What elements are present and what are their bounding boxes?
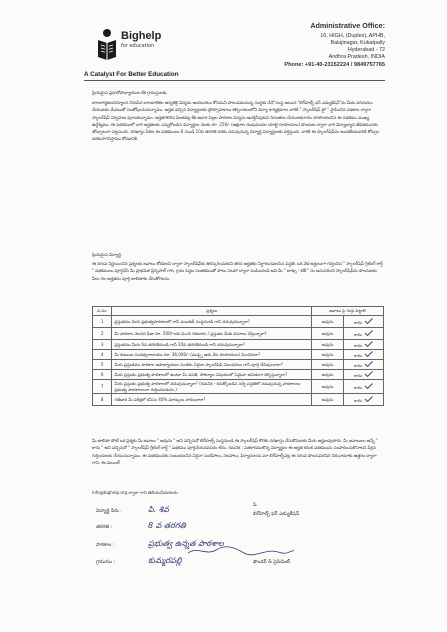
- table-header-row: [93, 307, 384, 316]
- address-line: Andhra Pradesh, INDIA: [328, 54, 385, 60]
- address-line: 16, HIGH, (Duplex), APHB,: [320, 33, 385, 39]
- table-row: [93, 350, 384, 360]
- answer-no[interactable]: కాదు: [344, 380, 384, 394]
- address-line: Balajinagar, Kukatpally: [330, 40, 385, 46]
- header-serial: వ.సం.: [93, 307, 112, 316]
- school-value: ప్రభుత్వ ఉన్నత పాఠశాల: [148, 539, 224, 548]
- row-number: 4: [93, 350, 112, 360]
- signatory-org: బిగ్‌హెల్ప్ ఫర్ ఎడ్యుకేషన్: [253, 512, 300, 517]
- row-question: గతేడాది మీ పరీక్షలో కనీసం 40% మార్కులు సాధించారా?: [112, 394, 312, 406]
- row-number: 5: [93, 360, 112, 370]
- table-row: [93, 370, 384, 380]
- answer-yes[interactable]: అవును: [312, 360, 344, 370]
- office-address: [245, 21, 385, 68]
- office-title: Administrative Office:: [310, 21, 385, 30]
- header-answer: జవాబు పై గుర్తు పెట్టాలి: [312, 307, 384, 316]
- handwritten-tick-icon: [364, 361, 373, 367]
- row-number: 8: [93, 394, 112, 406]
- salutation: ప్రియమైన ప్రధానోపాధ్యాయుల కేక గ్రామస్తులకు,: [92, 91, 168, 96]
- address-line: Hyderabad - 72: [347, 47, 385, 53]
- email-line: info@bighelp.org ద్వారా గాని తెలియచేయగలరు.: [92, 491, 179, 496]
- row-question: ప్రస్తుతము మీరు ప్రభుత్వపాఠశాలలో గానీ ఎయిడెడ్ సంస్థనుండి గానీ చదువుచున్నారా?: [112, 316, 312, 328]
- brand-subtitle: for education: [121, 43, 155, 49]
- answer-yes[interactable]: అవును: [312, 328, 344, 340]
- table-row: [93, 380, 384, 394]
- book-person-logo-icon: [96, 28, 118, 60]
- handwritten-tick-icon: [364, 318, 373, 324]
- brand-name: Bighelp: [121, 30, 162, 42]
- class-value: 8 వ తరగతి: [148, 521, 186, 530]
- answer-no[interactable]: కాదు: [344, 340, 384, 350]
- header-divider: [84, 80, 385, 81]
- row-number: 1: [93, 316, 112, 328]
- salutation-student: ప్రియమైన విద్యార్థి,: [92, 253, 123, 258]
- row-question: మీరు ప్రస్తుతం ప్రభుత్వ పాఠశాలలో ఉంటూ మీ వసతి, సౌకర్యాల విషయంలో ఏమైనా ఉచితంగా కల్పిస్తున్నారా?: [112, 370, 312, 380]
- table-row: [93, 316, 384, 328]
- intro-paragraph: బాలకార్మికులనిర్మూలన నిరుపేద బాలబాలికల ఉన్నతికై విద్యను అందించటం కోసమని పాటుపడుచున్న సంస్థకు నేనో సంస్థ అయిన "బిగ్‌హెల్ప్ ఫర్ ఎడ్యుకేషన్"ను మీకు పరిచయం చేయుటకు మేమెంతో సంతోషించుచున్నాము. అర్హత వచ్చిన విద్యార్థులకు ప్రోత్సాహకాలు కల్పించటంలోని విద్యా కార్యక్రమాల వారికి " స్కాలర్‌షిప్ ఫ్లో " స్థాపించిన పథకాల ద్వారా స్కాలర్‌షిప్ నిర్వహణ పూనుకున్నాము. అర్హతగలిగిన పిలకపట్ల కేక ఆధార పిల్లల పాఠశాల విద్యను ఆసక్తినీపుకుని నిరంతరం చేయుటకుగాను రూపొందించిన ఈ పథకము ముఖ్య ఉద్దేశ్యము. ఈ పథకములో వారి అర్హతలకు ఎన్నుకోబడిన విద్యార్థుల నెలకు రూ. 250/- (అక్షరాల రెండువందల యాభై రూపాయలు) పొందుట ద్వారా వారి విద్యాభ్యాస జీవితమునకు తోడ్పాటుగా పట్టనుంది. దరఖాస్తు పేరిట ఈ పథకములు 6 నుండి 10వ తరగతి వరకు చదువుచున్న విద్యార్థి విద్యార్థులకు వర్తిస్తుంది. వారికి ఈ స్కాలర్‌షిప్‌ను అందజేయడానికి కోర్సుల వరకుసాగనిస్తాము కోరడానికి.: [92, 101, 380, 143]
- handwritten-tick-icon: [364, 396, 373, 402]
- table-row: [93, 360, 384, 370]
- student-name-value: పి. శివ: [148, 505, 169, 514]
- handwritten-tick-icon: [364, 371, 373, 377]
- phone-number: Phone: +91-40-23152224 / 9849757765: [284, 62, 385, 68]
- school-label: పాఠశాల :: [96, 543, 115, 548]
- handwritten-tick-icon: [364, 341, 373, 347]
- header-questions: ప్రశ్నలు: [112, 307, 312, 316]
- row-number: 2: [93, 328, 112, 340]
- answer-yes[interactable]: అవును: [312, 380, 344, 394]
- row-number: 6: [93, 370, 112, 380]
- answer-yes[interactable]: అవును: [312, 316, 344, 328]
- student-name-label: విద్యార్థి పేరు :: [96, 509, 123, 514]
- eligibility-table: [92, 306, 384, 406]
- answer-yes[interactable]: అవును: [312, 394, 344, 406]
- tagline: A Catalyst For Better Education: [84, 71, 179, 78]
- row-question: మీ పాఠశాల నెలసరి ఫీజు రూ. 500/-లకు మించి గతవారం / ప్రస్తుతం మీకు వసూలు చేస్తున్నారా?: [112, 328, 312, 340]
- closing-paragraph: మీ జాబితా పోటీ ఒక ప్రశ్నకు మీ జవాబు " అవును " అని వచ్చినచో బిగ్‌హెల్ప్ సంస్థనుండి ఈ స్కాలర్‌షిప్ కొరకు దరఖాస్తు చేసుకొనుటకు మీరు అర్హులవుతారు. మీ జవాబులు అన్నీ " కాదు " అని వచ్చినచో " స్కాలర్‌షిప్ గ్రీటింగ్ కార్డ్ " పథకము పూర్తిచేయనవసరం లేదు. గమనిక : పతకారముకొన్న విద్యార్థుల ఈ అర్హత కనుక పథకమును సంపాదించుకొనాలని పేర్లిన గుర్తించుటకు చేయుచున్నాము. ఈ పథకమునకు సంబంధించిన ఏదైనా సందేహాలు, సలహాలు, ఫిర్యాదులను మా బిగ్‌హెల్ప్‌పట్ల ఈ దిగువ పొందుపరచిన చిరునామాకు ఉత్తరం ద్వారా గాని, ఈ-మెయిల్: [92, 439, 378, 466]
- handwritten-tick-icon: [364, 383, 373, 389]
- table-row: [93, 340, 384, 350]
- table-row: [93, 394, 384, 406]
- answer-yes[interactable]: అవును: [312, 340, 344, 350]
- row-number: 7: [93, 380, 112, 394]
- answer-no[interactable]: కాదు: [344, 360, 384, 370]
- row-question: ప్రస్తుతము మీరు 6వ తరగతినుండి గానీ 10వ తరగతినుండి గానీ చదువుచున్నారా?: [112, 340, 312, 350]
- answer-no[interactable]: కాదు: [344, 370, 384, 380]
- table-row: [93, 328, 384, 340]
- answer-no[interactable]: కాదు: [344, 394, 384, 406]
- answer-no[interactable]: కాదు: [344, 350, 384, 360]
- signatory-title: ఫౌండర్ & ప్రెసిడెంట్: [253, 560, 290, 565]
- answer-no[interactable]: కాదు: [344, 328, 384, 340]
- village-label: గ్రామము :: [96, 560, 116, 565]
- row-number: 3: [93, 340, 112, 350]
- answer-yes[interactable]: అవును: [312, 350, 344, 360]
- class-label: తరగతి :: [96, 525, 113, 530]
- row-question: మీరు ప్రస్తుతం ప్రభుత్వ పాఠశాలలో చదువుచున్నారా? (గమనిక - కనుక్కోబడిన సర్వే పద్దతిలో నడుపుచున్న పాఠశాలలు ప్రభుత్వ పాఠశాలలుగా గుర్తించబడును.): [112, 380, 312, 394]
- row-question: మీ కుటుంబ సంవత్సరాదాయం రూ. 36,000/- (ముప్పై ఆరు వేల రూపాయలు) మించినదా?: [112, 350, 312, 360]
- answer-yes[interactable]: అవును: [312, 370, 344, 380]
- handwritten-tick-icon: [364, 330, 373, 336]
- signatory-label: పి.: [253, 503, 258, 508]
- handwritten-scribble: [186, 545, 296, 557]
- row-question: మీరు ప్రస్తుతము పాఠశాల ఉపాధ్యాయుల సంతకం ఏదైనా స్కాలర్‌షిప్ నిబంధనలు గానీ పూర్తి చేసివుంచారా?: [112, 360, 312, 370]
- answer-no[interactable]: కాదు: [344, 316, 384, 328]
- instructions-paragraph: ఈ దిగువ నిర్ణయించిన ప్రశ్నలకు జవాబు కోరవలసి ద్వారా స్కాలర్‌షిప్‌కు తిరస్కరించుకుని తగిన అర్హతకు నిర్ధారించవలసిన పద్దతి. ఒక వేళ అర్హులుగా గుర్తించిన " స్కాలర్‌షిప్ గ్రీటింగ్ కార్డ్ " పథకములు పూర్తిచేసి మీ ప్రాథమిక ప్రిన్సిపాల్ గారి, గ్రామ పెద్దల సంతకముతో పాటు సలహా ద్వారా పంపించండి అవి మీ " బాక్సు - టిక్ " ను అనుసరించి స్కాలర్‌షిప్‌ను పొందుటకు వీలు గల అర్హతను పూర్తి జాబితాకు చేసుకోగలదు.: [92, 262, 383, 282]
- handwritten-tick-icon: [364, 351, 373, 357]
- village-value: కుమ్మరపల్లి: [148, 556, 182, 565]
